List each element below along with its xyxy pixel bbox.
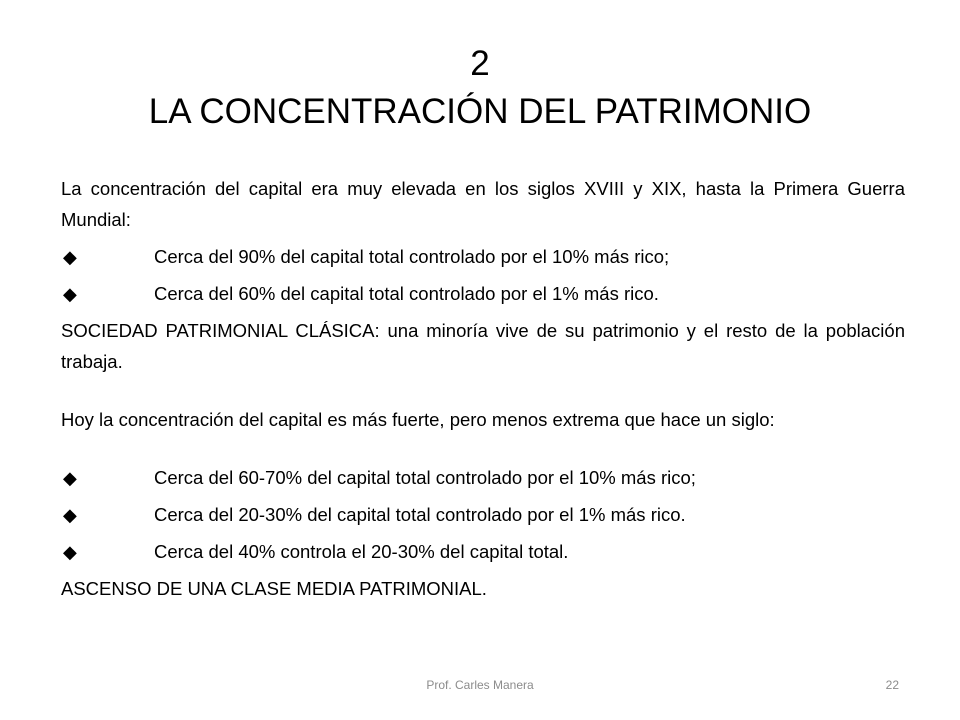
list-item	[61, 278, 905, 310]
diamond-bullet-icon: ◆	[63, 542, 77, 562]
list-item	[61, 241, 905, 273]
present-conclusion-paragraph: ASCENSO DE UNA CLASE MEDIA PATRIMONIAL.	[61, 578, 487, 599]
slide-title	[48, 40, 912, 136]
intro-paragraph: La concentración del capital era muy elevada en los siglos XVIII y XIX, hasta la Primera Guerra Mundial:	[61, 178, 905, 230]
list-item	[61, 499, 905, 531]
present-intro-paragraph: Hoy la concentración del capital es más fuerte, pero menos extrema que hace un siglo:	[61, 409, 775, 430]
bullet-text: Cerca del 90% del capital total controlado por el 10% más rico;	[154, 246, 670, 267]
diamond-bullet-icon: ◆	[63, 468, 77, 488]
list-item	[61, 462, 905, 494]
bullet-text: Cerca del 60-70% del capital total controlado por el 10% más rico;	[154, 467, 696, 488]
list-item	[61, 536, 905, 568]
bullet-text: Cerca del 20-30% del capital total controlado por el 1% más rico.	[154, 504, 686, 525]
present-bullet-list	[61, 462, 905, 568]
diamond-bullet-icon: ◆	[63, 505, 77, 525]
page-number: 22	[885, 678, 899, 692]
past-bullet-list	[61, 241, 905, 310]
bullet-text: Cerca del 60% del capital total controlado por el 1% más rico.	[154, 283, 659, 304]
slide-content	[61, 173, 905, 612]
title-text: LA CONCENTRACIÓN DEL PATRIMONIO	[148, 92, 812, 131]
footer-author: Prof. Carles Manera	[426, 678, 534, 692]
past-conclusion-paragraph: SOCIEDAD PATRIMONIAL CLÁSICA: una minoría vive de su patrimonio y el resto de la población trabaja.	[61, 320, 905, 372]
title-number: 2	[470, 44, 490, 83]
diamond-bullet-icon: ◆	[63, 284, 77, 304]
bullet-text: Cerca del 40% controla el 20-30% del capital total.	[154, 541, 569, 562]
diamond-bullet-icon: ◆	[63, 247, 77, 267]
